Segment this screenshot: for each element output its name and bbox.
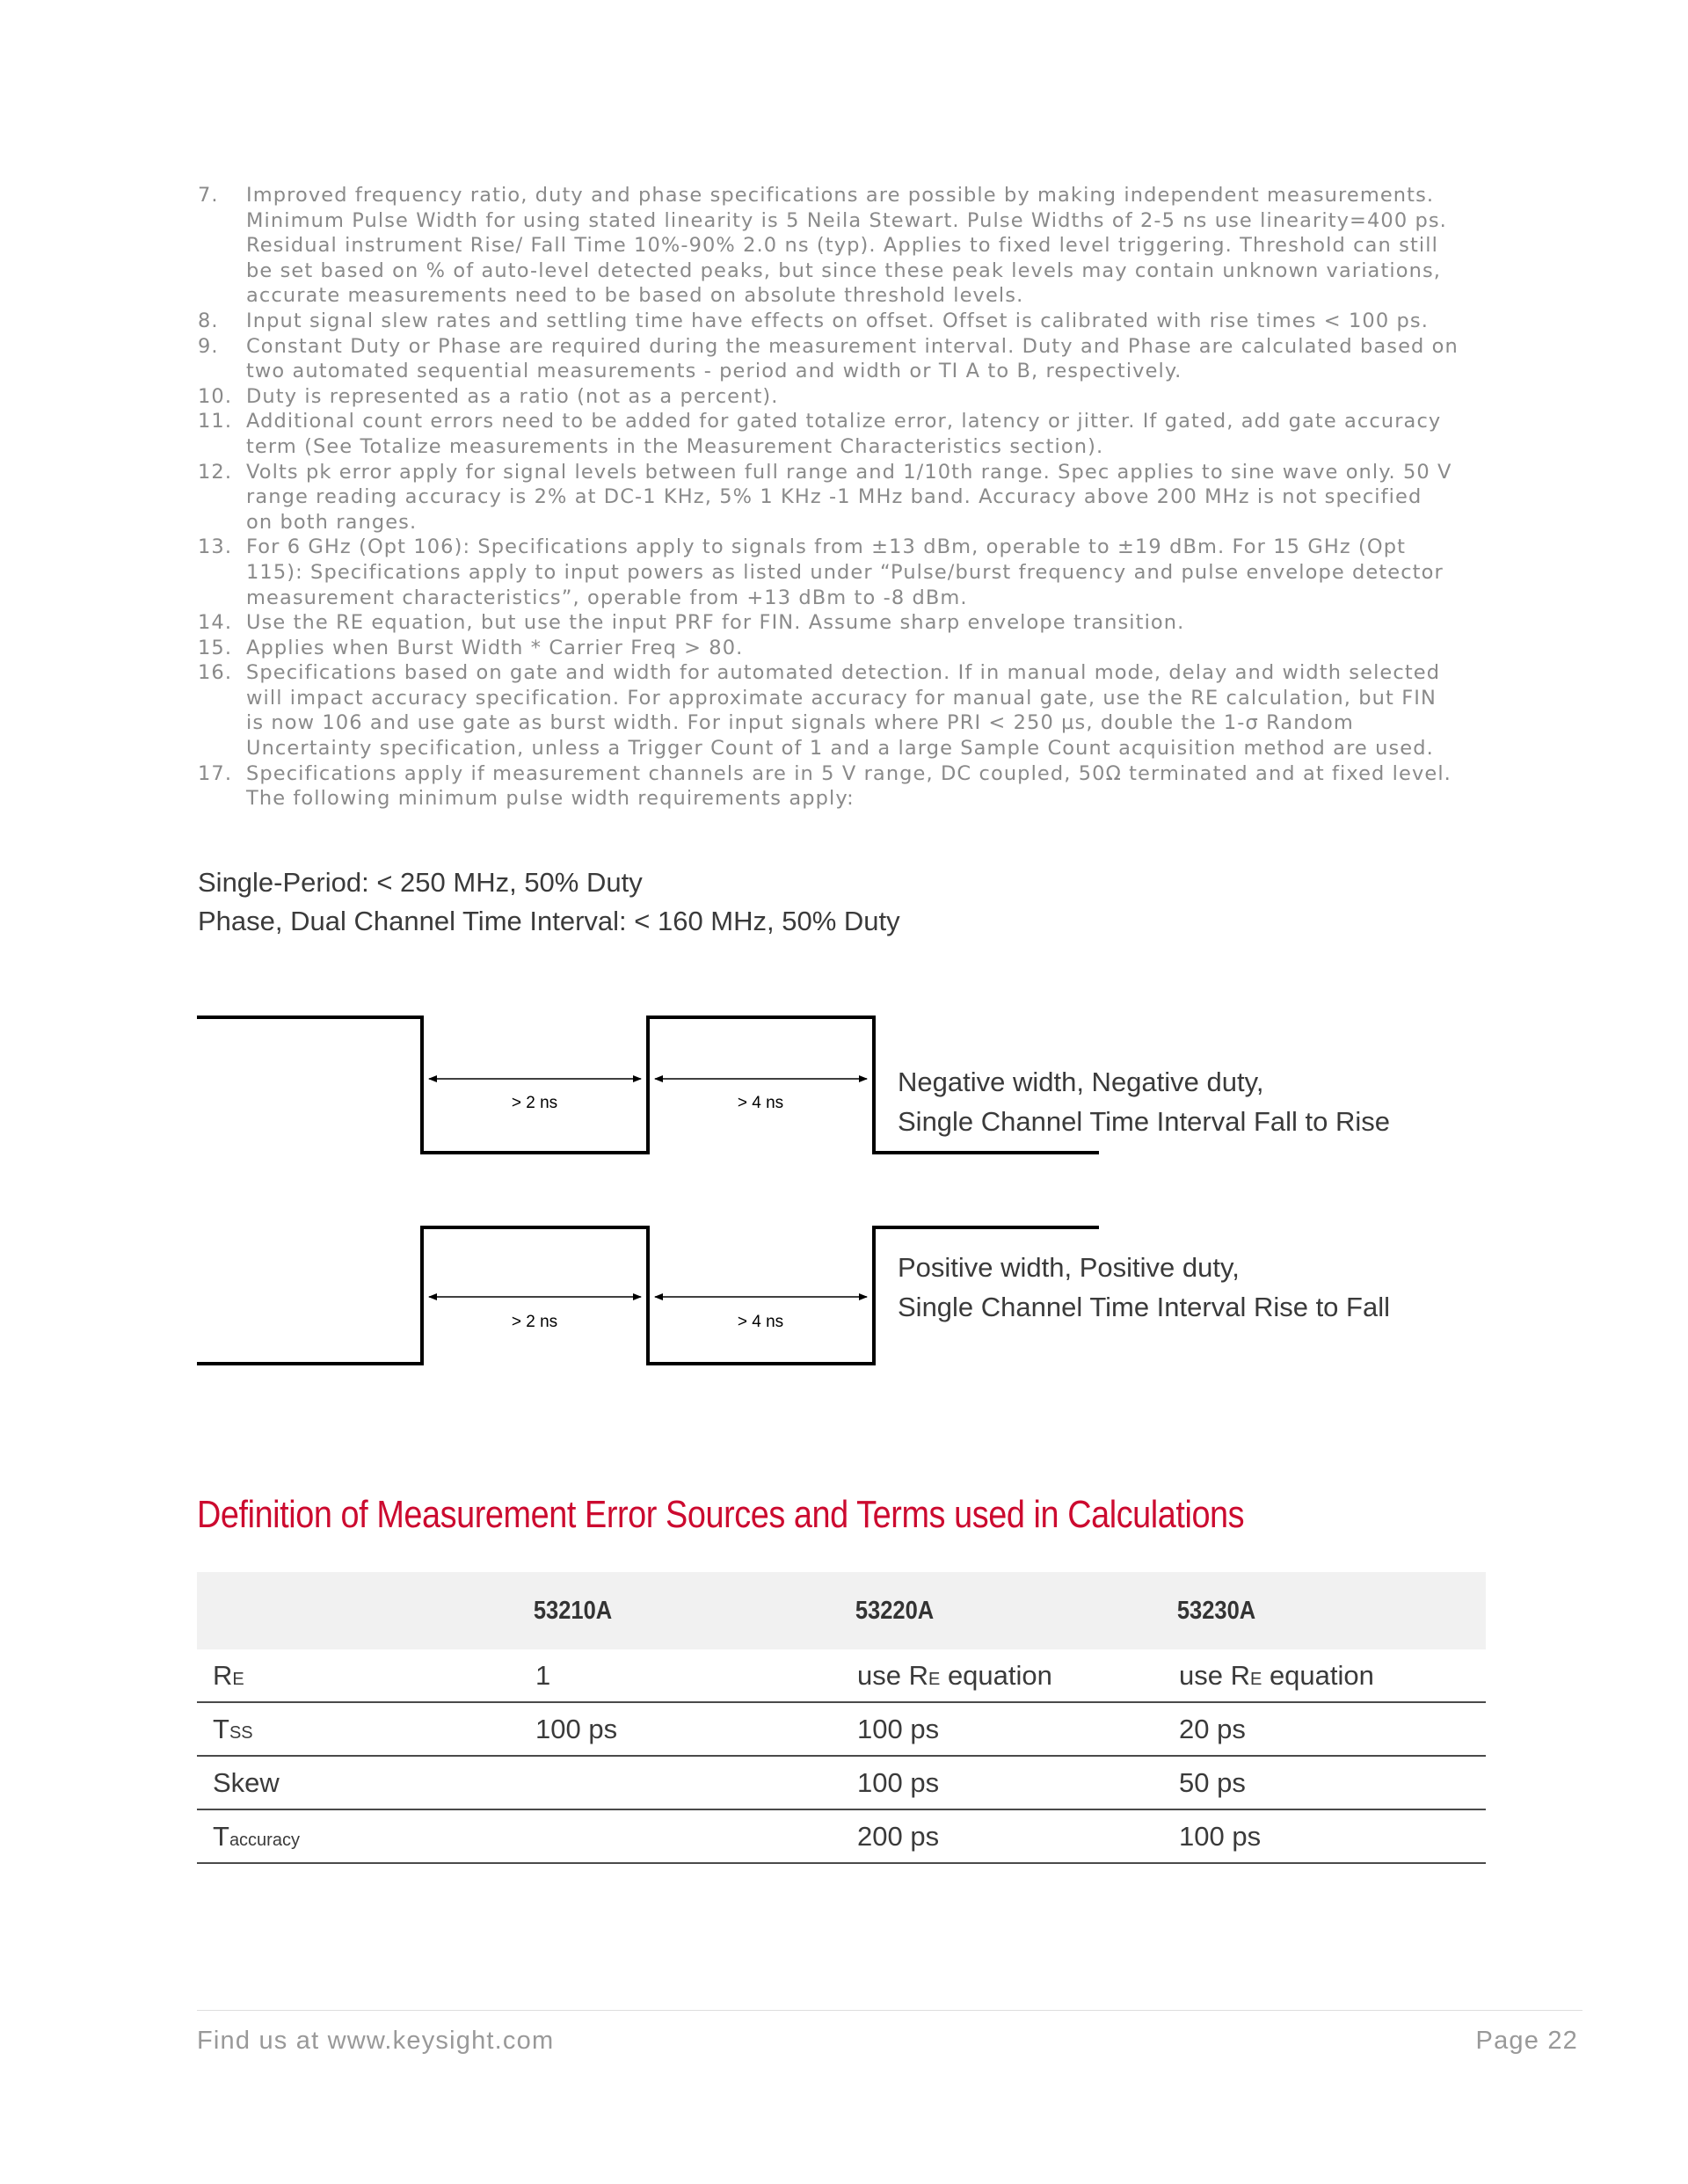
cell-subscript: E [928, 1669, 941, 1689]
footnote-number: 8. [198, 309, 219, 332]
footnote-line: The following minimum pulse width requirements apply: [246, 787, 855, 811]
footer-page-number: Page 22 [1475, 2027, 1578, 2055]
footnote-number: 11. [198, 410, 233, 433]
footnote-line: measurement characteristics”, operable from +13 dBm to -8 dBm. [246, 586, 968, 609]
table-cell: 1 [535, 1659, 551, 1691]
footnote-line: Specifications apply if measurement channels are in 5 V range, DC coupled, 50Ω terminated and at fixed level. [246, 761, 1452, 785]
term-main: T [213, 1713, 229, 1744]
negative-caption-line2: Single Channel Time Interval Fall to Rise [898, 1106, 1390, 1137]
table-cell: 50 ps [1179, 1766, 1246, 1798]
cell-text: use R [1179, 1659, 1250, 1691]
positive-high-width-label: > 2 ns [511, 1313, 558, 1331]
cell-text: use R [857, 1659, 928, 1691]
term-subscript: accuracy [229, 1830, 300, 1850]
footnote-line: Uncertainty specification, unless a Trigger Count of 1 and a large Sample Count acquisition method are used. [246, 737, 1434, 761]
term-main: R [213, 1659, 233, 1691]
footnote-line: 115): Specifications apply to input powers as listed under “Pulse/burst frequency and pulse envelope detector [246, 560, 1444, 584]
table-row [197, 1703, 1486, 1757]
term-cell [197, 1821, 520, 1853]
term-subscript: E [232, 1669, 244, 1689]
table-row [197, 1649, 1486, 1703]
footnote-line: will impact accuracy specification. For approximate accuracy for manual gate, use the RE calculation, but FIN [246, 686, 1437, 710]
table-cell: 100 ps [1179, 1820, 1262, 1852]
table-header-cell: 53220A [855, 1596, 935, 1625]
positive-caption-line2: Single Channel Time Interval Rise to Fall [898, 1292, 1390, 1322]
footnote-line: Additional count errors need to be added for gated totalize error, latency or jitter. If gated, add gate accuracy [246, 410, 1442, 433]
term-cell [197, 1767, 520, 1799]
term-cell [197, 1660, 520, 1692]
term-main: T [213, 1820, 229, 1852]
error-terms-table [197, 1572, 1486, 1864]
footnote-number: 14. [198, 611, 233, 635]
negative-caption-line1: Negative width, Negative duty, [898, 1067, 1264, 1097]
negative-high-width-label: > 4 ns [737, 1094, 784, 1112]
table-cell: 100 ps [857, 1766, 940, 1798]
footnote-line: is now 106 and use gate as burst width. For input signals where PRI < 250 µs, double the 1-σ Random [246, 711, 1354, 735]
duty-spec-dual-channel: Phase, Dual Channel Time Interval: < 160 MHz, 50% Duty [198, 906, 900, 936]
table-cell: 200 ps [857, 1820, 940, 1852]
positive-pulse-group [197, 1227, 1390, 1364]
table-cell [1163, 1660, 1486, 1692]
footnote-line: Constant Duty or Phase are required during the measurement interval. Duty and Phase are calculated based on [246, 334, 1459, 358]
footnote-number: 10. [198, 384, 233, 408]
footnote-number: 9. [198, 334, 219, 358]
table-cell: 100 ps [857, 1713, 940, 1744]
footnote-line: Volts pk error apply for signal levels between full range and 1/10th range. Spec applies to sine wave only. 50 V [246, 460, 1452, 484]
cell-text: equation [940, 1659, 1052, 1691]
table-row [197, 1810, 1486, 1864]
footnote-line: Improved frequency ratio, duty and phase specifications are possible by making independent measurements. [246, 184, 1435, 207]
term-cell [197, 1714, 520, 1745]
table-cell: 100 ps [535, 1713, 618, 1744]
table-row [197, 1757, 1486, 1810]
footer-website: Find us at www.keysight.com [197, 2027, 555, 2055]
duty-spec-single-period: Single-Period: < 250 MHz, 50% Duty [198, 867, 643, 898]
footnote-line: on both ranges. [246, 510, 418, 534]
footnote-line: two automated sequential measurements - period and width or TI A to B, respectively. [246, 360, 1182, 383]
footnote-number: 17. [198, 761, 233, 785]
footnote-line: Residual instrument Rise/ Fall Time 10%-90% 2.0 ns (typ). Applies to fixed level triggering. Threshold can still [246, 234, 1438, 258]
cell-subscript: E [1249, 1669, 1262, 1689]
positive-caption-line1: Positive width, Positive duty, [898, 1252, 1240, 1283]
term-subscript: SS [229, 1722, 253, 1743]
footnote-line: Input signal slew rates and settling time have effects on offset. Offset is calibrated with rise times < 100 ps. [246, 309, 1429, 332]
table-header-row [197, 1572, 1486, 1649]
footnote-line: range reading accuracy is 2% at DC-1 KHz, 5% 1 KHz -1 MHz band. Accuracy above 200 MHz is not specified [246, 485, 1422, 509]
table-header-cell: 53210A [533, 1596, 613, 1625]
footnote-number: 12. [198, 460, 233, 484]
term-main: Skew [213, 1766, 280, 1798]
footer-divider [197, 2010, 1582, 2011]
section-heading: Definition of Measurement Error Sources and Terms used in Calculations [197, 1493, 1245, 1536]
cell-text: equation [1262, 1659, 1374, 1691]
footnote-line: Duty is represented as a ratio (not as a percent). [246, 384, 779, 408]
footnote-number: 13. [198, 535, 233, 559]
footnote-line: Minimum Pulse Width for using stated linearity is 5 Neila Stewart. Pulse Widths of 2-5 ns use linearity=400 ps. [246, 208, 1447, 232]
positive-low-width-label: > 4 ns [737, 1313, 784, 1331]
footnote-number: 16. [198, 661, 233, 685]
footnote-line: be set based on % of auto-level detected peaks, but since these peak levels may contain unknown variations, [246, 258, 1442, 282]
footnote-line: Specifications based on gate and width for automated detection. If in manual mode, delay and width selected [246, 661, 1441, 685]
table-header-cell: 53230A [1176, 1596, 1256, 1625]
footnote-line: accurate measurements need to be based on absolute threshold levels. [246, 284, 1024, 308]
footnote-number: 15. [198, 636, 233, 659]
table-cell: 20 ps [1179, 1713, 1246, 1744]
footnote-line: Applies when Burst Width * Carrier Freq > 80. [246, 636, 744, 659]
footnote-line: For 6 GHz (Opt 106): Specifications apply to signals from ±13 dBm, operable to ±19 dBm. For 15 GHz (Opt [246, 535, 1407, 559]
footnote-number: 7. [198, 184, 219, 207]
negative-low-width-label: > 2 ns [511, 1094, 558, 1112]
negative-pulse-group [197, 1017, 1390, 1153]
footnote-line: term (See Totalize measurements in the Measurement Characteristics section). [246, 434, 1104, 458]
footnote-line: Use the RE equation, but use the input PRF for FIN. Assume sharp envelope transition. [246, 611, 1185, 635]
table-cell [841, 1660, 1163, 1692]
